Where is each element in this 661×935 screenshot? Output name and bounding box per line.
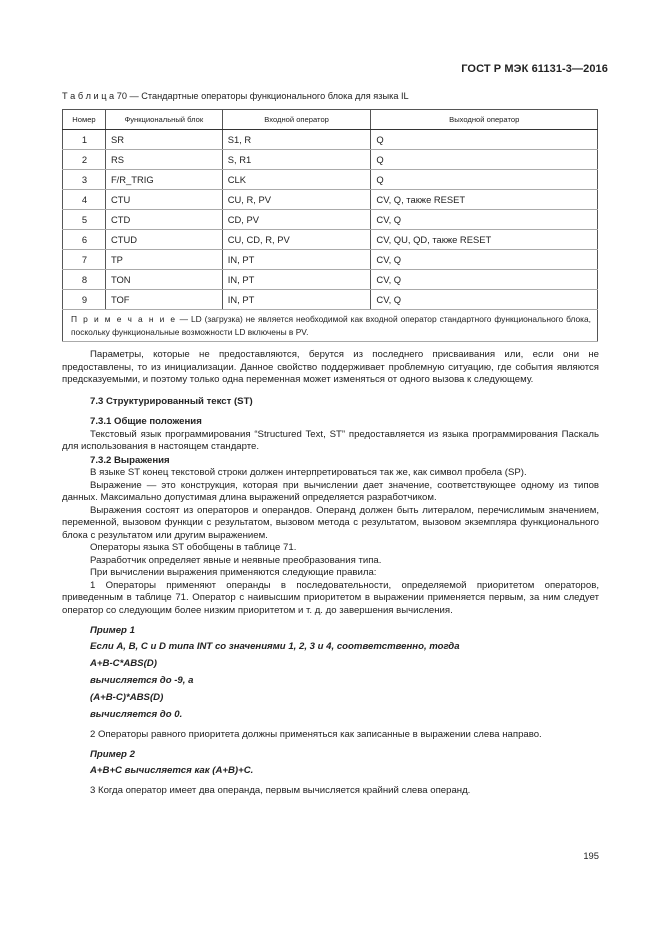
paragraph-rules-intro: При вычислении выражения применяются следующие правила: <box>90 567 377 578</box>
paragraph-type-conversion: Разработчик определяет явные и неявные преобразования типа. <box>90 554 382 566</box>
column-header-fb: Функциональный блок <box>105 110 222 130</box>
example-1-line: вычисляется до 0. <box>90 708 183 720</box>
table-caption-text: 70 — Стандартные операторы функционального блока для языка IL <box>114 91 409 101</box>
cell-input: CD, PV <box>222 210 371 230</box>
table-header-row <box>63 110 598 130</box>
paragraph-parameters: Параметры, которые не предоставляются, берутся из последнего присваивания или, если они не предоставлены, то из инициализации. Данное свойство поддерживает проблемную ситуацию, где события являются предсказуемыми, и поэтому только одна переменная может изменяться от одного вызова к следующему. <box>62 349 599 385</box>
cell-number: 8 <box>63 270 106 290</box>
cell-input: IN, PT <box>222 250 371 270</box>
paragraph-operators-ref: Операторы языка ST обобщены в таблице 71. <box>90 542 297 553</box>
cell-input: CLK <box>222 170 371 190</box>
cell-input: S1, R <box>222 130 371 150</box>
paragraph-expression-def: Выражение — это конструкция, которая при вычислении дает значение, соответствующее одному из типов данных. Максимально допустимая длина выражений определяется разработчиком. <box>62 479 599 503</box>
cell-fb: CTUD <box>105 230 222 250</box>
cell-input: IN, PT <box>222 290 371 310</box>
cell-fb: RS <box>105 150 222 170</box>
paragraph-operands: Выражения состоят из операторов и операндов. Операнд должен быть литералом, перечислимым значением, переменной, вызовом функции с результатом, вызовом метода с результатом, вызовом экземпляра функционального блока с результатом или другим выражением. <box>62 504 599 541</box>
example-1-title: Пример 1 <box>90 625 135 636</box>
cell-fb: TOF <box>105 290 222 310</box>
paragraph-line-end: В языке ST конец текстовой строки должен интерпретироваться так же, как символ пробела (SP). <box>90 467 527 478</box>
table-caption-word: Т а б л и ц а <box>62 91 115 101</box>
section-heading-7-3-1: 7.3.1 Общие положения <box>90 416 202 427</box>
cell-output: Q <box>371 130 598 150</box>
example-1-line: Если A, B, C и D типа INT со значениями 1, 2, 3 и 4, соответственно, тогда <box>90 640 460 652</box>
cell-number: 1 <box>63 130 106 150</box>
example-2-title: Пример 2 <box>90 749 135 760</box>
column-header-number: Номер <box>63 110 106 130</box>
document-header: ГОСТ Р МЭК 61131-3—2016 <box>461 63 608 75</box>
cell-number: 7 <box>63 250 106 270</box>
table-row <box>63 130 598 150</box>
paragraph-rule-1: 1 Операторы применяют операнды в последовательности, определяемой приоритетом операторов, приведенным в таблице 71. Оператор с наивысшим приоритетом в выражении применяется первым, за ним следует оператор со следующим более низким приоритетом и т. д. до завершения вычисления. <box>62 579 599 616</box>
paragraph-st-language: Текстовый язык программирования “Structured Text, ST” предоставляется из языка программирования Паскаль для использования в настоящем стандарте. <box>62 428 599 452</box>
cell-output: CV, Q <box>371 210 598 230</box>
cell-input: S, R1 <box>222 150 371 170</box>
cell-input: CU, CD, R, PV <box>222 230 371 250</box>
example-2-line: A+B+C вычисляется как (A+B)+C. <box>90 764 254 776</box>
cell-fb: SR <box>105 130 222 150</box>
operators-table <box>62 109 598 342</box>
paragraph-rule-3: 3 Когда оператор имеет два операнда, первым вычисляется крайний слева операнд. <box>90 784 471 796</box>
column-header-input: Входной оператор <box>222 110 371 130</box>
example-1-line: A+B-C*ABS(D) <box>90 657 157 669</box>
cell-fb: CTU <box>105 190 222 210</box>
cell-number: 4 <box>63 190 106 210</box>
cell-fb: CTD <box>105 210 222 230</box>
cell-output: CV, Q <box>371 250 598 270</box>
cell-fb: F/R_TRIG <box>105 170 222 190</box>
table-row <box>63 270 598 290</box>
table-note <box>63 310 598 342</box>
cell-fb: TON <box>105 270 222 290</box>
paragraph-rule-2: 2 Операторы равного приоритета должны применяться как записанные в выражении слева направо. <box>90 728 542 740</box>
example-1-line: (A+B-C)*ABS(D) <box>90 691 164 703</box>
cell-output: CV, Q, также RESET <box>371 190 598 210</box>
cell-number: 6 <box>63 230 106 250</box>
table-row <box>63 150 598 170</box>
example-1-line: вычисляется до -9, а <box>90 674 194 686</box>
body-text <box>62 349 599 797</box>
table-row <box>63 290 598 310</box>
note-word: П р и м е ч а н и е <box>71 314 177 324</box>
cell-output: CV, Q <box>371 290 598 310</box>
cell-output: CV, Q <box>371 270 598 290</box>
cell-input: CU, R, PV <box>222 190 371 210</box>
cell-output: Q <box>371 150 598 170</box>
table-caption <box>62 91 409 101</box>
table-row <box>63 170 598 190</box>
table-note-row <box>63 310 598 342</box>
cell-input: IN, PT <box>222 270 371 290</box>
page-number: 195 <box>583 850 599 861</box>
section-heading-7-3: 7.3 Структурированный текст (ST) <box>90 395 253 407</box>
section-heading-7-3-2: 7.3.2 Выражения <box>90 454 170 466</box>
table-row <box>63 230 598 250</box>
table-row <box>63 210 598 230</box>
column-header-output: Выходной оператор <box>371 110 598 130</box>
table-row <box>63 190 598 210</box>
cell-output: Q <box>371 170 598 190</box>
cell-output: CV, QU, QD, также RESET <box>371 230 598 250</box>
cell-fb: TP <box>105 250 222 270</box>
cell-number: 2 <box>63 150 106 170</box>
cell-number: 3 <box>63 170 106 190</box>
table-row <box>63 250 598 270</box>
cell-number: 9 <box>63 290 106 310</box>
cell-number: 5 <box>63 210 106 230</box>
note-text: — LD (загрузка) не является необходимой как входной оператор стандартного функционального блока, поскольку функциональные возможности LD включены в PV. <box>71 314 591 337</box>
